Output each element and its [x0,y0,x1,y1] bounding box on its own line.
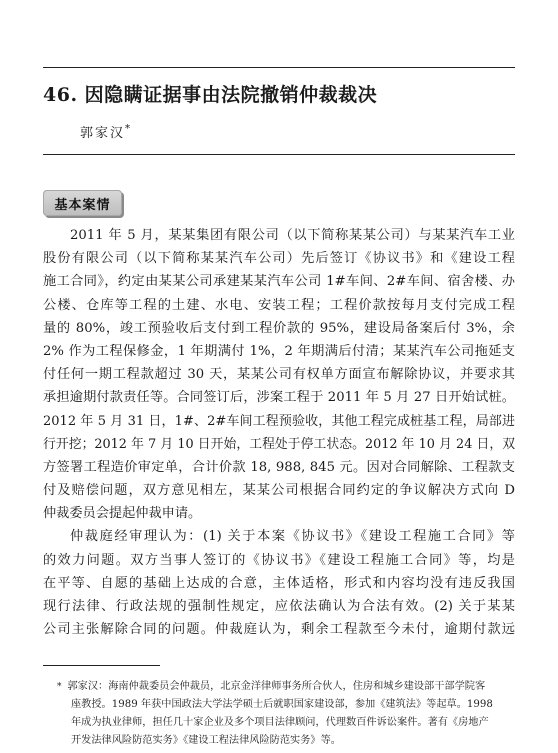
body-line: 2012 年 5 月 31 日，1#、2#车间工程预验收，其他工程完成桩基工程，局部进 [43,413,515,429]
footnote-line: 年成为执业律师，担任几十家企业及多个项目法律顾问，代理数百件诉讼案件。著有《房地产 [71,717,489,728]
body-line: 仲裁庭经审理认为：(1) 关于本案《协议书》《建设工程施工合同》等 [70,529,515,545]
footnote-marker: * [57,682,62,692]
body-line: 股份有限公司（以下简称某某汽车公司）先后签订《协议书》和《建设工程 [43,251,515,267]
body-line: 2% 作为工程保修金，1 年期满付 1%，2 年期满后付清；某某汽车公司拖延支 [43,343,515,359]
body-text [43,224,515,641]
body-line: 仲裁委员会提起仲裁申请。 [43,506,202,522]
body-line: 公楼、仓库等工程的土建、水电、安装工程；工程价款按每月支付完成工程 [43,297,515,313]
body-line: 2011 年 5 月，某某集团有限公司（以下简称某某公司）与某某汽车工业 [70,228,515,243]
footnote-separator [43,665,160,666]
footnote-line [43,678,515,696]
article-title: 46. 因隐瞒证据事由法院撤销仲裁裁决 [43,84,378,106]
author-footnote-mark: * [125,123,131,135]
body-line: 行开挖；2012 年 7 月 10 日开始，工程处于停工状态。2012 年 10 月 24 日，双 [43,436,515,452]
body-line: 在平等、自愿的基础上达成的合意，主体适格，形式和内容均没有违反我国 [43,575,515,591]
footnote-line: 座教授。1989 年获中国政法大学法学硕士后就职国家建设部，参加《建筑法》等起草。1998 [71,699,493,710]
author-name: 郭家汉 [80,126,126,141]
body-line: 付任何一期工程款超过 30 天，某某公司有权单方面宣布解除协议，并要求其 [43,367,515,383]
footnote-text: 郭家汉：海南仲裁委员会仲裁员，北京金洋律师事务所合伙人，住房和城乡建设部干部学院客 [67,681,486,692]
header-bottom-rule [43,154,515,155]
body-line: 付及赔偿问题，双方意见相左，某某公司根据合同约定的争议解决方式向 D [43,483,515,499]
header-top-rule [43,67,515,68]
body-line: 现行法律、行政法规的强制性规定，应依法确认为合法有效。(2) 关于某某 [43,599,515,614]
body-line: 施工合同》，约定由某某公司承建某某汽车公司 1#车间、2#车间、宿舍楼、办 [43,274,515,290]
body-line: 公司主张解除合同的问题。仲裁庭认为，剩余工程款至今未付，逾期付款远 [43,622,515,638]
body-line: 承担逾期付款责任等。合同签订后，涉案工程于 2011 年 5 月 27 日开始试桩。 [43,390,515,406]
body-line: 量的 80%，竣工预验收后支付到工程价款的 95%，建设局备案后付 3%，余 [43,320,515,336]
section-tag: 基本案情 [43,190,122,216]
footnote-line: 开发法律风险防范实务》《建设工程法律风险防范实务》等。 [71,735,341,746]
author-line [80,122,130,141]
body-line: 的效力问题。双方当事人签订的《协议书》《建设工程施工合同》等，均是 [43,552,515,568]
body-line: 方签署工程造价审定单，合计价款 18, 988, 845 元。因对合同解除、工程款支 [43,459,515,475]
footnote [43,678,515,750]
